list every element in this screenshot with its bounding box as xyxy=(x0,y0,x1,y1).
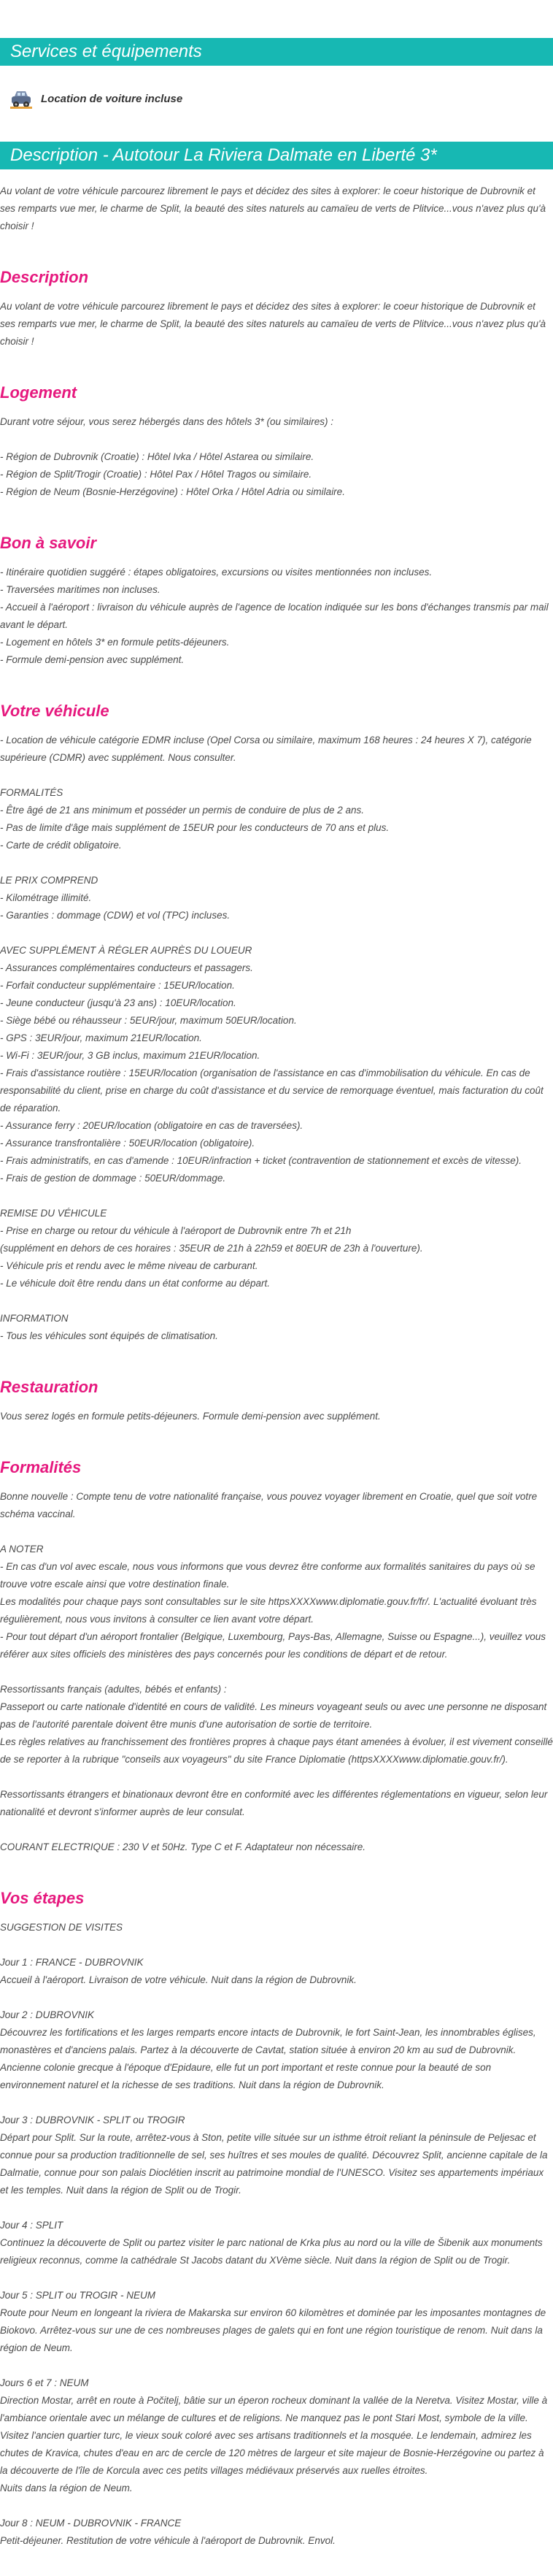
list-item: - Logement en hôtels 3* en formule petits-déjeuners. xyxy=(0,637,230,648)
list-item: (supplément en dehors de ces horaires : 35EUR de 21h à 22h59 et 80EUR de 23h à l'ouverture). xyxy=(0,1243,423,1254)
logement-title: Logement xyxy=(0,383,77,402)
ressortissants-text: Passeport ou carte nationale d'identité en cours de validité. Les mineurs voyageant seuls ou avec une personne ne disposant pas de l'autorité parentale doivent être munis d'une autorisation de sortie de territoire. Les règles relatives au franchissement des frontières propres à chaque pays étant amenées à évoluer, il est vivement conseillé de se reporter à la rubrique "conseils aux voyageurs" du site France Diplomatie (httpsXXXXwww.diplomatie.gouv.fr/). xyxy=(0,1701,553,1765)
formalites-title: Formalités xyxy=(0,1458,82,1476)
list-item: - Pas de limite d'âge mais supplément de 15EUR pour les conducteurs de 70 ans et plus. xyxy=(0,822,390,833)
list-item: - Région de Dubrovnik (Croatie) : Hôtel Ivka / Hôtel Astarea ou similaire. xyxy=(0,451,314,462)
list-item: - Frais d'assistance routière : 15EUR/location (organisation de l'assistance en cas d'immobilisation du véhicule. En cas de responsabilité du client, prise en charge du coût d'assistance et du service de remorquage éventuel, mais facturation du coût de réparation. xyxy=(0,1067,544,1113)
car-icon xyxy=(9,86,34,111)
list-item: - Kilométrage illimité. xyxy=(0,892,92,903)
day-text: Accueil à l'aéroport. Livraison de votre véhicule. Nuit dans la région de Dubrovnik. xyxy=(0,1974,357,1985)
day-text: Petit-déjeuner. Restitution de votre véhicule à l'aéroport de Dubrovnik. Envol. xyxy=(0,2535,336,2546)
prix-heading: LE PRIX COMPREND xyxy=(0,875,98,886)
list-item: - Wi-Fi : 3EUR/jour, 3 GB inclus, maximum 21EUR/location. xyxy=(0,1050,260,1061)
list-item: - Jeune conducteur (jusqu'à 23 ans) : 10EUR/location. xyxy=(0,997,236,1008)
day-text: Découvrez les fortifications et les larges remparts encore intacts de Dubrovnik, le fort Saint-Jean, les innombrables églises, monastères et d'anciens palais. Partez à la découverte de Cavtat, station située à environ 20 km au sud de Dubrovnik. Ancienne colonie grecque à l'époque d'Epidaure, elle fut un port important et reste connue pour la beauté de son environnement naturel et la richesse de ses traditions. Nuit dans la région de Dubrovnik. xyxy=(0,2027,536,2090)
courant-text: COURANT ELECTRIQUE : 230 V et 50Hz. Type C et F. Adaptateur non nécessaire. xyxy=(0,1841,366,1852)
day-title: Jour 1 : FRANCE - DUBROVNIK xyxy=(0,1957,144,1968)
day-title: Jour 8 : NEUM - DUBROVNIK - FRANCE xyxy=(0,2518,182,2529)
etrangers-text: Ressortissants étrangers et binationaux devront être en conformité avec les différentes réglementations en vigueur, selon leur nationalité et devront s'informer auprès de leur consulat. xyxy=(0,1789,548,1817)
day-text: Continuez la découverte de Split ou partez visiter le parc national de Krka plus au nord ou la ville de Šibenik aux monuments religieux reconnus, comme la cathédrale St Jacobs datant du XVème siècle. Nuit dans la région de Split ou de Trogir. xyxy=(0,2237,543,2266)
list-item: Les modalités pour chaque pays sont consultables sur le site httpsXXXXwww.diplomatie.gouv.fr/fr/. L'actualité évoluant très régulièrement, nous vous invitons à consulter ce lien avant votre départ. xyxy=(0,1596,537,1625)
a-noter-heading: A NOTER xyxy=(0,1544,44,1555)
service-item-car-rental xyxy=(0,66,553,120)
list-item: - En cas d'un vol avec escale, nous vous informons que vous devrez être conforme aux formalités sanitaires du pays où se trouve votre escale ainsi que votre destination finale. xyxy=(0,1561,535,1590)
list-item: - Itinéraire quotidien suggéré : étapes obligatoires, excursions ou visites mentionnées non incluses. xyxy=(0,567,433,578)
day-title: Jour 3 : DUBROVNIK - SPLIT ou TROGIR xyxy=(0,2115,185,2125)
restauration-text: Vous serez logés en formule petits-déjeuners. Formule demi-pension avec supplément. xyxy=(0,1411,381,1422)
description-banner: Description - Autotour La Riviera Dalmate en Liberté 3* xyxy=(0,142,553,169)
services-banner: Services et équipements xyxy=(0,38,553,66)
list-item: - GPS : 3EUR/jour, maximum 21EUR/location. xyxy=(0,1032,202,1043)
list-item: - Tous les véhicules sont équipés de climatisation. xyxy=(0,1330,218,1341)
vehicule-intro: - Location de véhicule catégorie EDMR incluse (Opel Corsa ou similaire, maximum 168 heures : 24 heures X 7), catégorie supérieure (CDMR) avec supplément. Nous consulter. xyxy=(0,735,532,763)
list-item: - Le véhicule doit être rendu dans un état conforme au départ. xyxy=(0,1278,270,1289)
day-text: Départ pour Split. Sur la route, arrêtez-vous à Ston, petite ville située sur un isthme étroit reliant la péninsule de Peljesac et connue pour sa production traditionnelle de sel, ses huîtres et ses moules de qualité. Découvrez Split, ancienne capitale de la Dalmatie, connue pour son palais Dioclétien inscrit au patrimoine mondial de l'UNESCO. Visitez ses appartements impériaux et les temples. Nuit dans la région de Split ou de Trogir. xyxy=(0,2132,548,2196)
list-item: - Prise en charge ou retour du véhicule à l'aéroport de Dubrovnik entre 7h et 21h xyxy=(0,1225,352,1236)
intro-text: Au volant de votre véhicule parcourez librement le pays et décidez des sites à explorer: le coeur historique de Dubrovnik et ses remparts vue mer, le charme de Split, la beauté des sites naturels au camaïeu de verts de Plitvice...vous n'avez plus qu'à choisir ! xyxy=(0,185,546,231)
ressortissants-heading: Ressortissants français (adultes, bébés et enfants) : xyxy=(0,1684,227,1695)
day-title: Jours 6 et 7 : NEUM xyxy=(0,2377,89,2388)
list-item: - Formule demi-pension avec supplément. xyxy=(0,654,185,665)
formalites-vehicule-heading: FORMALITÉS xyxy=(0,787,63,798)
list-item: - Accueil à l'aéroport : livraison du véhicule auprès de l'agence de location indiquée sur les bons d'échanges transmis par mail avant le départ. xyxy=(0,602,549,630)
list-item: - Frais de gestion de dommage : 50EUR/dommage. xyxy=(0,1173,226,1184)
vehicule-title: Votre véhicule xyxy=(0,702,109,720)
list-item: - Carte de crédit obligatoire. xyxy=(0,840,122,851)
list-item: - Être âgé de 21 ans minimum et posséder un permis de conduire de plus de 2 ans. xyxy=(0,805,365,816)
service-item-label: Location de voiture incluse xyxy=(41,92,183,105)
list-item: - Traversées maritimes non incluses. xyxy=(0,584,161,595)
remise-heading: REMISE DU VÉHICULE xyxy=(0,1208,107,1219)
bon-a-savoir-title: Bon à savoir xyxy=(0,534,97,552)
list-item: - Assurances complémentaires conducteurs et passagers. xyxy=(0,962,253,973)
list-item: - Région de Split/Trogir (Croatie) : Hôtel Pax / Hôtel Tragos ou similaire. xyxy=(0,469,312,480)
list-item: - Assurance transfrontalière : 50EUR/location (obligatoire). xyxy=(0,1138,255,1149)
list-item: - Assurance ferry : 20EUR/location (obligatoire en cas de traversées). xyxy=(0,1120,303,1131)
list-item: - Frais administratifs, en cas d'amende : 10EUR/infraction + ticket (contravention de stationnement et excès de vitesse). xyxy=(0,1155,522,1166)
day-title: Jour 4 : SPLIT xyxy=(0,2220,63,2231)
day-text: Route pour Neum en longeant la riviera de Makarska sur environ 60 kilomètres et dominée par les imposantes montagnes de Biokovo. Arrêtez-vous sur une de ces nombreuses plages de galets qui en font une région touristique de renom. Nuit dans la région de Neum. xyxy=(0,2307,546,2353)
description-text: Au volant de votre véhicule parcourez librement le pays et décidez des sites à explorer: le coeur historique de Dubrovnik et ses remparts vue mer, le charme de Split, la beauté des sites naturels au camaïeu de verts de Plitvice...vous n'avez plus qu'à choisir ! xyxy=(0,301,546,347)
list-item: - Véhicule pris et rendu avec le même niveau de carburant. xyxy=(0,1260,258,1271)
list-item: - Siège bébé ou réhausseur : 5EUR/jour, maximum 50EUR/location. xyxy=(0,1015,297,1026)
list-item: - Pour tout départ d'un aéroport frontalier (Belgique, Luxembourg, Pays-Bas, Allemagne, Suisse ou Espagne...), veuillez vous référer aux sites officiels des ministères des pays concernés pour les conditions de départ et de retour. xyxy=(0,1631,546,1660)
restauration-title: Restauration xyxy=(0,1378,98,1396)
information-heading: INFORMATION xyxy=(0,1313,69,1324)
list-item: - Garanties : dommage (CDW) et vol (TPC) incluses. xyxy=(0,910,231,921)
etapes-title: Vos étapes xyxy=(0,1889,85,1907)
supplement-heading: AVEC SUPPLÉMENT À RÉGLER AUPRÈS DU LOUEUR xyxy=(0,945,252,956)
day-title: Jour 2 : DUBROVNIK xyxy=(0,2009,95,2020)
formalites-intro: Bonne nouvelle : Compte tenu de votre nationalité française, vous pouvez voyager librement en Croatie, quel que soit votre schéma vaccinal. xyxy=(0,1491,538,1519)
day-text: Direction Mostar, arrêt en route à Počitelj, bâtie sur un éperon rocheux dominant la vallée de la Neretva. Visitez Mostar, ville à l'ambiance orientale avec un mélange de cultures et de religions. Ne manquez pas le pont Stari Most, symbole de la ville. Visitez l'ancien quartier turc, le vieux souk coloré avec ses artisans traditionnels et la mosquée. Le lendemain, admirez les chutes de Kravica, chutes d'eau en arc de cercle de 120 mètres de largeur et site majeur de Bosnie-Herzégovine ou partez à la découverte de l'île de Korcula avec ces petits villages médiévaux préservés aux ruelles étroites. Nuits dans la région de Neum. xyxy=(0,2395,548,2493)
list-item: - Forfait conducteur supplémentaire : 15EUR/location. xyxy=(0,980,235,991)
logement-intro: Durant votre séjour, vous serez hébergés dans des hôtels 3* (ou similaires) : xyxy=(0,416,333,427)
etapes-subtitle: SUGGESTION DE VISITES xyxy=(0,1922,123,1933)
day-title: Jour 5 : SPLIT ou TROGIR - NEUM xyxy=(0,2290,156,2301)
list-item: - Région de Neum (Bosnie-Herzégovine) : Hôtel Orka / Hôtel Adria ou similaire. xyxy=(0,486,345,497)
description-title: Description xyxy=(0,268,89,286)
